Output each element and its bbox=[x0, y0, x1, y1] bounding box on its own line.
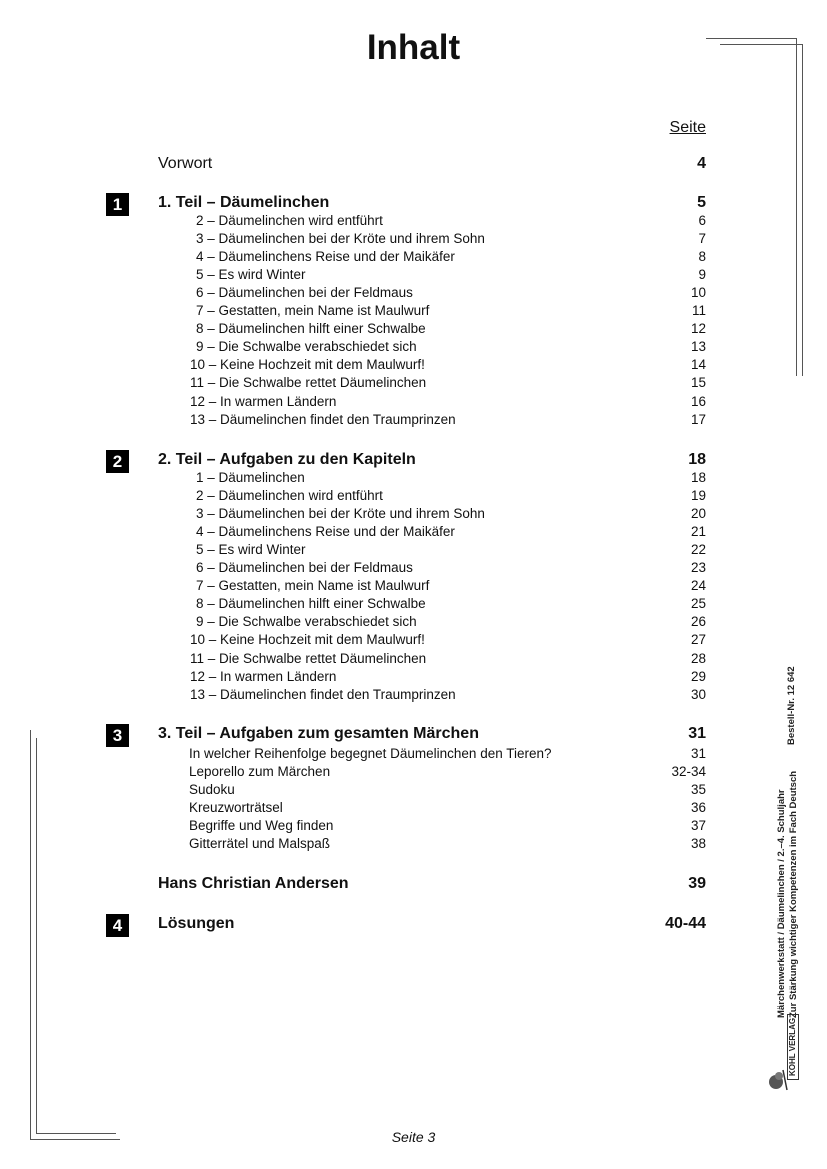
side-order-number: Bestell-Nr. 12 642 bbox=[786, 666, 797, 745]
toc-subentry-label: 1 – Däumelinchen bbox=[196, 470, 305, 485]
section-number-badge: 4 bbox=[106, 914, 129, 937]
toc-subentry bbox=[196, 560, 706, 575]
toc-subentry-page: 18 bbox=[690, 470, 706, 485]
toc-subentry-label: 12 – In warmen Ländern bbox=[190, 668, 337, 684]
toc-section-title: 3. Teil – Aufgaben zum gesamten Märchen bbox=[158, 725, 479, 742]
toc-subentry-label: 9 – Die Schwalbe verabschiedet sich bbox=[196, 339, 417, 355]
toc-subentry bbox=[189, 836, 706, 851]
toc-subentry-page: 35 bbox=[690, 782, 706, 798]
toc-subentry bbox=[196, 542, 706, 557]
toc-section-heading bbox=[158, 725, 706, 743]
toc-subentry bbox=[196, 470, 706, 485]
toc-subentry-label: 4 – Däumelinchens Reise und der Maikäfer bbox=[196, 524, 455, 540]
toc-entry-label: Lösungen bbox=[158, 915, 235, 932]
toc-subentry bbox=[196, 267, 706, 282]
toc-subentry-label: 4 – Däumelinchens Reise und der Maikäfer bbox=[196, 249, 455, 265]
toc-section-heading bbox=[158, 451, 706, 469]
toc-subentry bbox=[196, 339, 706, 354]
toc-entry-label: Vorwort bbox=[158, 155, 213, 172]
toc-subentry-page: 10 bbox=[690, 285, 706, 301]
toc-subentry-label: 5 – Es wird Winter bbox=[196, 542, 306, 558]
toc-section-title: 1. Teil – Däumelinchen bbox=[158, 194, 330, 211]
toc-subentry-page: 23 bbox=[690, 560, 706, 576]
page-column-header: Seite bbox=[669, 119, 706, 136]
toc-section-page: 31 bbox=[688, 725, 706, 742]
toc-subentry-label: 3 – Däumelinchen bei der Kröte und ihrem Sohn bbox=[196, 506, 485, 522]
toc-subentry-page: 38 bbox=[690, 836, 706, 852]
toc-subentry-label: 6 – Däumelinchen bei der Feldmaus bbox=[196, 285, 413, 301]
toc-subentry bbox=[189, 764, 706, 779]
toc-subentry-page: 8 bbox=[698, 249, 706, 265]
toc-subentry-page: 7 bbox=[698, 231, 706, 247]
toc-subentry-label: 8 – Däumelinchen hilft einer Schwalbe bbox=[196, 321, 426, 337]
toc-subentry bbox=[196, 614, 706, 629]
toc-subentry-label: Sudoku bbox=[189, 782, 235, 798]
toc-subentry-page: 21 bbox=[690, 524, 706, 540]
toc-subentry-label: 7 – Gestatten, mein Name ist Maulwurf bbox=[196, 303, 430, 319]
frame-right-vertical-1 bbox=[796, 38, 797, 376]
toc-subentry bbox=[190, 632, 706, 647]
toc-subentry bbox=[190, 412, 706, 427]
toc-entry-page: 39 bbox=[688, 875, 706, 892]
toc-subentry-page: 37 bbox=[690, 818, 706, 834]
toc-subentry-label: 5 – Es wird Winter bbox=[196, 267, 306, 283]
section-number-badge: 1 bbox=[106, 193, 129, 216]
toc-subentry-label: 8 – Däumelinchen hilft einer Schwalbe bbox=[196, 596, 426, 612]
toc-subentry-page: 36 bbox=[690, 800, 706, 816]
toc-subentry-label: 3 – Däumelinchen bei der Kröte und ihrem Sohn bbox=[196, 231, 485, 247]
publisher-logo-icon bbox=[767, 1066, 789, 1092]
toc-subentry-page: 24 bbox=[690, 578, 706, 594]
toc-subentry-label: 12 – In warmen Ländern bbox=[190, 393, 337, 409]
toc-entry-label: Hans Christian Andersen bbox=[158, 875, 349, 892]
toc-entry-page: 4 bbox=[697, 155, 706, 172]
toc-subentry-page: 30 bbox=[690, 686, 706, 702]
toc-subentry-page: 6 bbox=[698, 213, 706, 228]
toc-subentry-page: 32-34 bbox=[671, 764, 706, 780]
toc-subentry-page: 27 bbox=[690, 632, 706, 648]
toc-subentry-label: 10 – Keine Hochzeit mit dem Maulwurf! bbox=[190, 632, 425, 648]
toc-subentry-page: 29 bbox=[690, 668, 706, 684]
toc-subentry-page: 25 bbox=[690, 596, 706, 612]
toc-subentry-page: 22 bbox=[690, 542, 706, 558]
toc-subentry-label: Gitterrätel und Malspaß bbox=[189, 836, 331, 852]
toc-subentry bbox=[190, 394, 706, 409]
toc-subentry-label: 2 – Däumelinchen wird entführt bbox=[196, 213, 383, 228]
toc-subentry-label: 9 – Die Schwalbe verabschiedet sich bbox=[196, 614, 417, 630]
toc-subentry bbox=[190, 687, 706, 702]
toc-subentry bbox=[190, 375, 706, 390]
page-number: Seite 3 bbox=[391, 1129, 436, 1145]
frame-left-vertical-1 bbox=[30, 730, 31, 1139]
toc-subentry-label: 13 – Däumelinchen findet den Traumprinzen bbox=[190, 686, 456, 702]
toc-subentry bbox=[196, 488, 706, 503]
toc-subentry-label: Begriffe und Weg finden bbox=[189, 818, 334, 834]
toc-subentry-page: 17 bbox=[690, 411, 706, 427]
toc-subentry-label: 6 – Däumelinchen bei der Feldmaus bbox=[196, 560, 413, 576]
toc-subentry-label: Leporello zum Märchen bbox=[189, 764, 331, 780]
toc-section-heading bbox=[158, 194, 706, 212]
toc-subentry bbox=[189, 800, 706, 815]
toc-entry-vorwort bbox=[158, 155, 706, 173]
toc-subentry-label: 13 – Däumelinchen findet den Traumprinzen bbox=[190, 411, 456, 427]
publisher-logo-text: KOHL VERLAG bbox=[787, 1014, 799, 1080]
toc-subentry-label: 2 – Däumelinchen wird entführt bbox=[196, 488, 383, 504]
toc-subentry-page: 9 bbox=[698, 267, 706, 283]
toc-subentry bbox=[190, 669, 706, 684]
page-title: Inhalt bbox=[366, 28, 461, 67]
toc-subentry-page: 19 bbox=[690, 488, 706, 504]
toc-entry-page: 40-44 bbox=[665, 915, 706, 932]
toc-section-page: 18 bbox=[688, 451, 706, 468]
toc-subentry-label: In welcher Reihenfolge begegnet Däumelinchen den Tieren? bbox=[189, 746, 552, 761]
toc-subentry bbox=[196, 213, 706, 228]
toc-subentry-page: 16 bbox=[690, 393, 706, 409]
section-number-badge: 3 bbox=[106, 724, 129, 747]
toc-subentry bbox=[190, 357, 706, 372]
toc-subentry-page: 12 bbox=[690, 321, 706, 337]
toc-subentry-page: 28 bbox=[690, 650, 706, 666]
toc-section-page: 5 bbox=[697, 194, 706, 211]
toc-subentry bbox=[196, 578, 706, 593]
toc-subentry-page: 11 bbox=[691, 303, 706, 319]
frame-right-vertical-2 bbox=[802, 44, 803, 376]
toc-subentry-label: 11 – Die Schwalbe rettet Däumelinchen bbox=[190, 650, 427, 666]
toc-subentry bbox=[190, 651, 706, 666]
section-number-badge: 2 bbox=[106, 450, 129, 473]
toc-subentry-page: 13 bbox=[690, 339, 706, 355]
toc-subentry bbox=[196, 506, 706, 521]
toc-subentry bbox=[196, 321, 706, 336]
toc-subentry bbox=[196, 596, 706, 611]
toc-entry-andersen bbox=[158, 875, 706, 893]
toc-subentry-label: 11 – Die Schwalbe rettet Däumelinchen bbox=[190, 375, 427, 391]
toc-subentry-label: 7 – Gestatten, mein Name ist Maulwurf bbox=[196, 578, 430, 594]
toc-subentry bbox=[196, 285, 706, 300]
toc-entry-loesungen bbox=[158, 915, 706, 933]
frame-left-vertical-2 bbox=[36, 738, 37, 1133]
toc-subentry bbox=[189, 818, 706, 833]
toc-subentry bbox=[189, 746, 706, 761]
toc-subentry bbox=[196, 524, 706, 539]
toc-subentry-label: 10 – Keine Hochzeit mit dem Maulwurf! bbox=[190, 357, 425, 373]
toc-subentry-page: 26 bbox=[690, 614, 706, 630]
toc-subentry-page: 31 bbox=[690, 746, 706, 761]
toc-subentry-label: Kreuzworträtsel bbox=[189, 800, 283, 816]
toc-section-title: 2. Teil – Aufgaben zu den Kapiteln bbox=[158, 451, 416, 468]
toc-subentry bbox=[189, 782, 706, 797]
toc-subentry-page: 15 bbox=[690, 375, 706, 391]
toc-subentry bbox=[196, 231, 706, 246]
toc-subentry-page: 14 bbox=[690, 357, 706, 373]
toc-subentry-page: 20 bbox=[690, 506, 706, 522]
side-series-title: Märchenwerkstatt / Däumelinchen / 2.–4. Schuljahr Zur Stärkung wichtiger Kompetenzen im Fach Deutsch bbox=[776, 770, 799, 1018]
toc-subentry bbox=[196, 249, 706, 264]
toc-subentry bbox=[196, 303, 706, 318]
